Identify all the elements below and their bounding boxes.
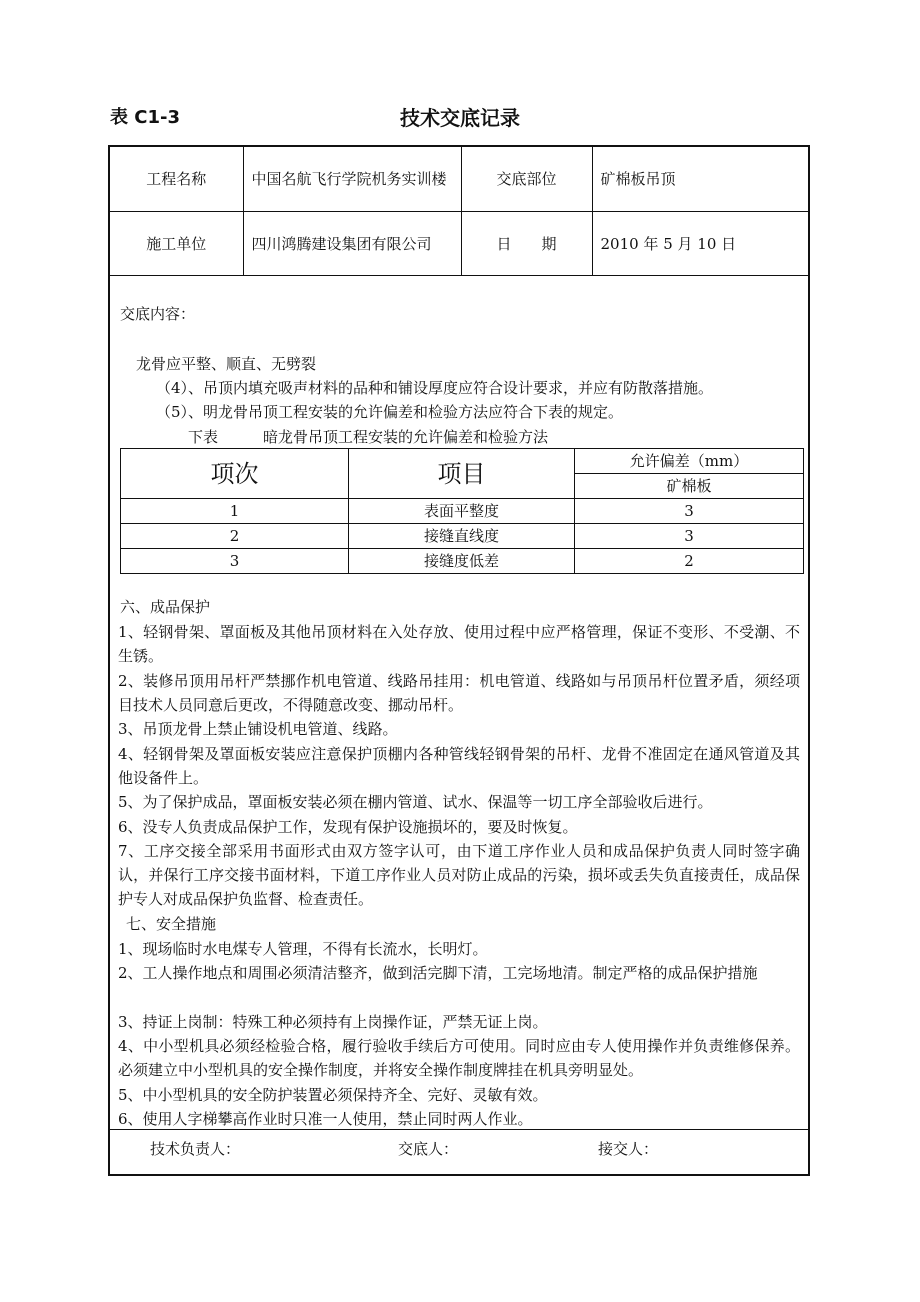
tolerance-table (120, 448, 804, 574)
project-label: 工程名称 (110, 147, 243, 212)
part-value: 矿棉板吊顶 (592, 147, 808, 212)
col-sub-header: 矿棉板 (575, 474, 804, 499)
protection-item-6: 6、没专人负责成品保护工作，发现有保护设施损坏的，要及时恢复。 (118, 818, 578, 836)
row-value: 2 (575, 549, 804, 574)
content-line-2: （4）、吊顶内填充吸声材料的品种和铺设厚度应符合设计要求，并应有防散落措施。 (156, 379, 714, 397)
row-value: 3 (575, 524, 804, 549)
receiver-signature: 接交人： (598, 1140, 659, 1158)
protection-item-2: 2、装修吊顶用吊杆严禁挪作机电管道、线路吊挂用：机电管道、线路如与吊顶吊杆位置矛盾，须经项目技术人员同意后更改，不得随意改变、挪动吊杆。 (118, 672, 800, 714)
page-title-text: 技术交底记录 (400, 106, 520, 130)
info-row-unit (110, 212, 808, 276)
row-no: 2 (121, 524, 349, 549)
content-intro: 交底内容： (120, 305, 196, 323)
disclosure-form (108, 145, 810, 1176)
safety-item-2: 2、工人操作地点和周围必须清洁整齐，做到活完脚下清，工完场地清。制定严格的成品保护措施 (118, 964, 758, 982)
info-row-project (110, 147, 808, 212)
page-title (0, 102, 920, 131)
safety-heading: 七、安全措施 (126, 915, 217, 933)
protection-item-3: 3、吊顶龙骨上禁止铺设机电管道、线路。 (118, 720, 398, 738)
unit-value: 四川鸿腾建设集团有限公司 (243, 212, 461, 276)
project-value: 中国名航飞行学院机务实训楼 (243, 147, 461, 212)
row-no: 1 (121, 499, 349, 524)
table-row (121, 499, 804, 524)
date-value: 2010 年 5 月 10 日 (592, 212, 808, 276)
protection-item-7: 7、工序交接全部采用书面形式由双方签字认可，由下道工序作业人员和成品保护负责人同时签字确认，并保行工序交接书面材料，下道工序作业人员对防止成品的污染，损坏或丢失负直接责任，成品保护专人对成品保护负监督、检查责任。 (118, 842, 800, 908)
safety-item-6: 6、使用人字梯攀高作业时只准一人使用，禁止同时两人作业。 (118, 1110, 533, 1128)
safety-item-4: 4、中小型机具必须经检验合格，履行验收手续后方可使用。同时应由专人使用操作并负责维修保养。必须建立中小型机具的安全操作制度，并将安全操作制度牌挂在机具旁明显处。 (118, 1037, 800, 1079)
table-row (121, 549, 804, 574)
content-table-caption: 下表 暗龙骨吊顶工程安装的允许偏差和检验方法 (188, 428, 549, 446)
safety-item-1: 1、现场临时水电煤专人管理，不得有长流水，长明灯。 (118, 940, 488, 958)
row-item: 接缝直线度 (349, 524, 575, 549)
protection-heading: 六、成品保护 (120, 598, 211, 616)
row-value: 3 (575, 499, 804, 524)
discloser-signature: 交底人： (398, 1140, 459, 1158)
protection-item-4: 4、轻钢骨架及罩面板安装应注意保护顶棚内各种管线轻钢骨架的吊杆、龙骨不准固定在通风管道及其他设备件上。 (118, 745, 800, 787)
col-no-header: 项次 (121, 449, 349, 499)
part-label: 交底部位 (461, 147, 592, 212)
tolerance-header-row (121, 449, 804, 474)
content-line-3: （5）、明龙骨吊顶工程安装的允许偏差和检验方法应符合下表的规定。 (156, 403, 624, 421)
date-label: 日 期 (461, 212, 592, 276)
content-line-1: 龙骨应平整、顺直、无劈裂 (136, 355, 317, 373)
table-row (121, 524, 804, 549)
info-table (110, 147, 808, 276)
row-item: 接缝度低差 (349, 549, 575, 574)
signature-row (110, 1128, 808, 1174)
protection-item-1: 1、轻钢骨架、罩面板及其他吊顶材料在入处存放、使用过程中应严格管理，保证不变形、不受潮、不生锈。 (118, 623, 800, 665)
unit-label: 施工单位 (110, 212, 243, 276)
row-no: 3 (121, 549, 349, 574)
col-item-header: 项目 (349, 449, 575, 499)
safety-item-5: 5、中小型机具的安全防护装置必须保持齐全、完好、灵敏有效。 (118, 1086, 548, 1104)
tech-lead-signature: 技术负责人： (150, 1140, 241, 1158)
form-code: 表 C1-3 (110, 107, 180, 128)
col-tol-header: 允许偏差（mm） (575, 449, 804, 474)
disclosure-content (110, 278, 808, 1130)
safety-item-3: 3、持证上岗制：特殊工种必须持有上岗操作证，严禁无证上岗。 (118, 1013, 548, 1031)
protection-item-5: 5、为了保护成品，罩面板安装必须在棚内管道、试水、保温等一切工序全部验收后进行。 (118, 793, 713, 811)
row-item: 表面平整度 (349, 499, 575, 524)
